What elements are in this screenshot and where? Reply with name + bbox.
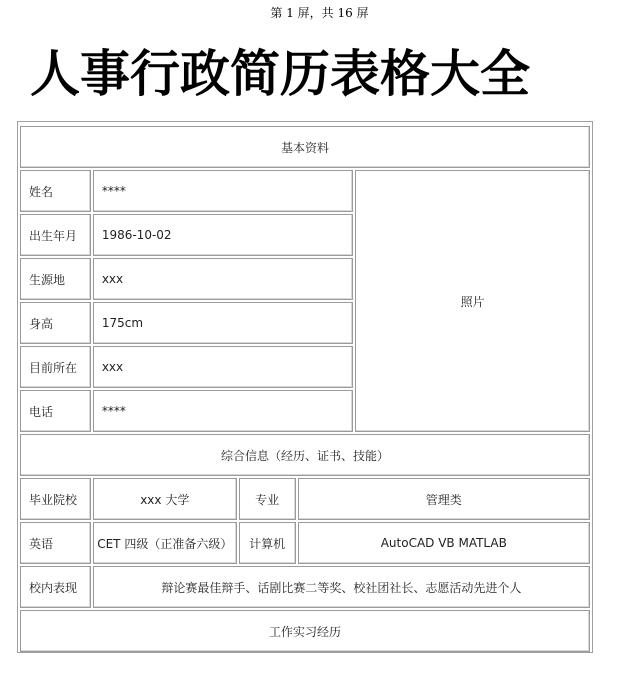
phone-label: 电话: [20, 390, 91, 432]
name-label: 姓名: [20, 170, 91, 212]
table-row: [20, 478, 590, 520]
table-row: [20, 566, 590, 608]
resume-sheet: [17, 121, 593, 653]
school-label: 毕业院校: [20, 478, 91, 520]
computer-label: 计算机: [239, 522, 296, 564]
school-value: xxx 大学: [93, 478, 237, 520]
campus-value: 辩论赛最佳辩手、话剧比赛二等奖、校社团社长、志愿活动先进个人: [93, 566, 590, 608]
major-label: 专业: [239, 478, 296, 520]
computer-value: AutoCAD VB MATLAB: [298, 522, 590, 564]
origin-value: xxx: [93, 258, 353, 300]
table-row: [20, 522, 590, 564]
english-label: 英语: [20, 522, 91, 564]
height-label: 身高: [20, 302, 91, 344]
birth-value: 1986-10-02: [93, 214, 353, 256]
basic-section-row: [20, 126, 590, 168]
work-section-title: 工作实习经历: [20, 610, 590, 652]
english-value: CET 四级（正准备六级）: [93, 522, 237, 564]
major-value: 管理类: [298, 478, 590, 520]
basic-section-title: 基本资料: [20, 126, 590, 168]
origin-label: 生源地: [20, 258, 91, 300]
work-section-row: [20, 610, 590, 652]
phone-value: ****: [93, 390, 353, 432]
campus-label: 校内表现: [20, 566, 91, 608]
location-label: 目前所在: [20, 346, 91, 388]
height-value: 175cm: [93, 302, 353, 344]
page-header: 第 1 屏，共 16 屏: [270, 6, 369, 20]
document-title: 人事行政简历表格大全: [30, 45, 530, 103]
summary-section-title: 综合信息（经历、证书、技能）: [20, 434, 590, 476]
table-row: [20, 170, 590, 212]
name-value: ****: [93, 170, 353, 212]
photo-cell: 照片: [355, 170, 590, 432]
location-value: xxx: [93, 346, 353, 388]
birth-label: 出生年月: [20, 214, 91, 256]
resume-table: [18, 124, 592, 654]
summary-section-row: [20, 434, 590, 476]
